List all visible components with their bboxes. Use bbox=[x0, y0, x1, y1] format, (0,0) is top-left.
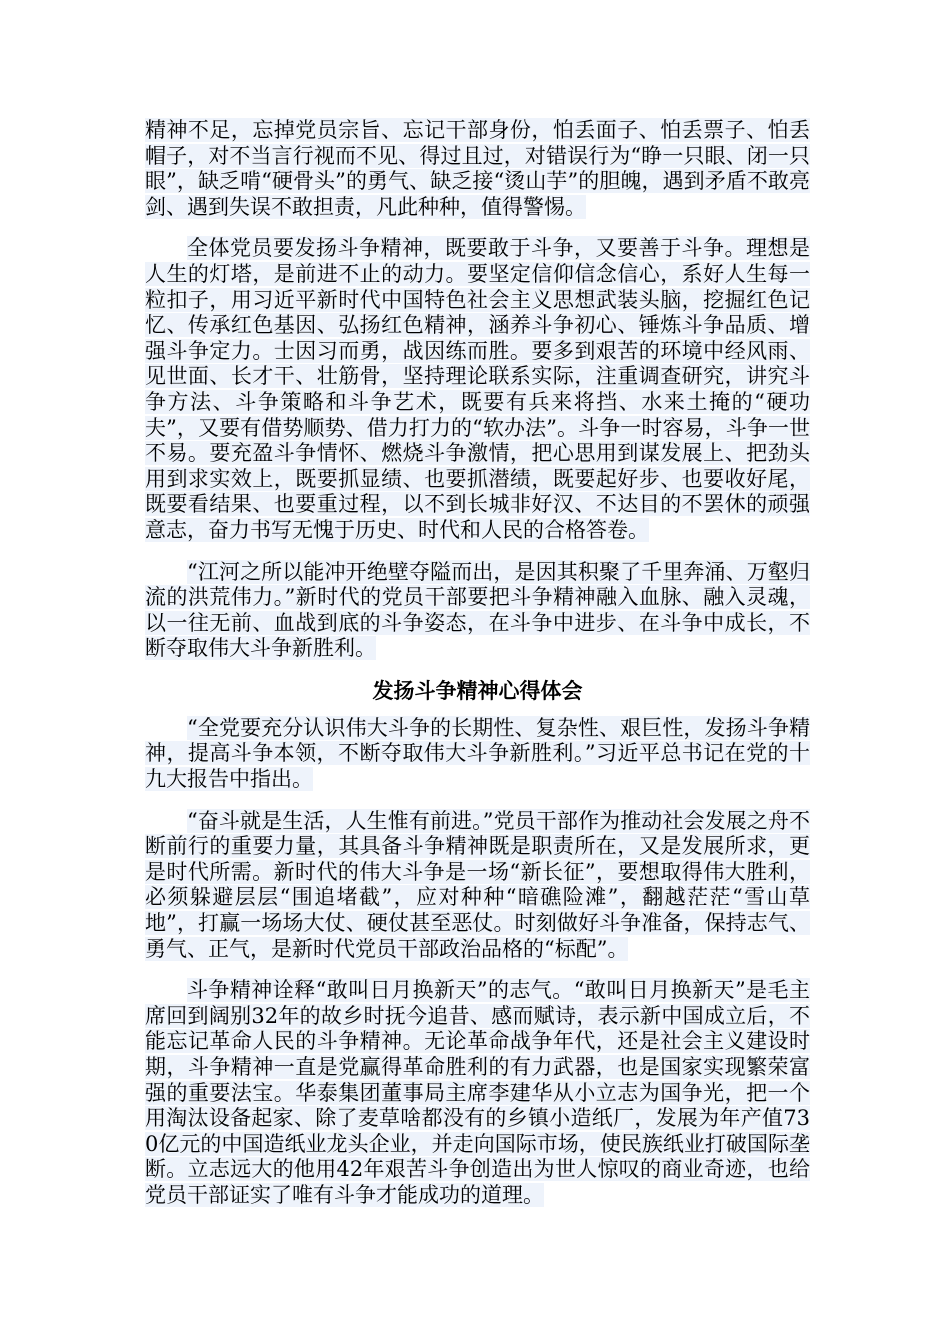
section-title: 发扬斗争精神心得体会 bbox=[372, 677, 583, 703]
paragraph-3 bbox=[145, 560, 810, 662]
paragraph-4-text: “全党要充分认识伟大斗争的长期性、复杂性、艰巨性，发扬斗争精神，提高斗争本领，不断夺取伟大斗争新胜利。”习近平总书记在党的十九大报告中指出。 bbox=[145, 715, 810, 792]
paragraph-1-text: 精神不足，忘掉党员宗旨、忘记干部身份，怕丢面子、怕丢票子、怕丢帽子，对不当言行视而不见、得过且过，对错误行为“睁一只眼、闭一只眼”，缺乏啃“硬骨头”的勇气、缺乏接“烫山芋”的胆魄，遇到矛盾不敢亮剑、遇到失误不敢担责，凡此种种，值得警惕。 bbox=[145, 118, 810, 219]
paragraph-6 bbox=[145, 978, 810, 1208]
paragraph-5-text: “奋斗就是生活，人生惟有前进。”党员干部作为推动社会发展之舟不断前行的重要力量，其具备斗争精神既是职责所在，又是发展所求，更是时代所需。新时代的伟大斗争是一场“新长征”，要想取得伟大胜利，必须躲避层层“围追堵截”，应对种种“暗礁险滩”，翻越茫茫“雪山草地”，打赢一场场大仗、硬仗甚至恶仗。时刻做好斗争准备，保持志气、勇气、正气，是新时代党员干部政治品格的“标配”。 bbox=[145, 808, 810, 961]
paragraph-5 bbox=[145, 809, 810, 963]
paragraph-6-text: 斗争精神诠释“敢叫日月换新天”的志气。“敢叫日月换新天”是毛主席回到阔别32年的故乡时抚今追昔、感而赋诗，表示新中国成立后，不能忘记革命人民的斗争精神。无论革命战争年代，还是社会主义建设时期，斗争精神一直是党赢得革命胜利的有力武器，也是国家实现繁荣富强的重要法宝。华泰集团董事局主席李建华从小立志为国争光，把一个用淘汰设备起家、除了麦草啥都没有的乡镇小造纸厂，发展为年产值730亿元的中国造纸业龙头企业，并走向国际市场，使民族纸业打破国际垄断。立志远大的他用42年艰苦斗争创造出为世人惊叹的商业奇迹，也给党员干部证实了唯有斗争才能成功的道理。 bbox=[145, 978, 810, 1207]
paragraph-2 bbox=[145, 236, 810, 543]
paragraph-4 bbox=[145, 716, 810, 793]
paragraph-3-text: “江河之所以能冲开绝壁夺隘而出，是因其积聚了千里奔涌、万壑归流的洪荒伟力。”新时代的党员干部要把斗争精神融入血脉、融入灵魂，以一往无前、血战到底的斗争姿态，在斗争中进步、在斗争中成长，不断夺取伟大斗争新胜利。 bbox=[145, 559, 810, 661]
paragraph-1 bbox=[145, 118, 810, 220]
paragraph-2-text: 全体党员要发扬斗争精神，既要敢于斗争，又要善于斗争。理想是人生的灯塔，是前进不止的动力。要坚定信仰信念信心，系好人生每一粒扣子，用习近平新时代中国特色社会主义思想武装头脑，挖掘红色记忆、传承红色基因、弘扬红色精神，涵养斗争初心、锤炼斗争品质、增强斗争定力。士因习而勇，战因练而胜。要多到艰苦的环境中经风雨、见世面、长才干、壮筋骨，坚持理论联系实际，注重调查研究，讲究斗争方法、斗争策略和斗争艺术，既要有兵来将挡、水来土掩的“硬功夫”，又要有借势顺势、借力打力的“软办法”。斗争一时容易，斗争一世不易。要充盈斗争情怀、燃烧斗争激情，把心思用到谋发展上、把劲头用到求实效上，既要抓显绩、也要抓潜绩，既要起好步、也要收好尾，既要看结果、也要重过程，以不到长城非好汉、不达目的不罢休的顽强意志，奋力书写无愧于历史、时代和人民的合格答卷。 bbox=[145, 236, 810, 542]
document-page bbox=[145, 118, 810, 1225]
